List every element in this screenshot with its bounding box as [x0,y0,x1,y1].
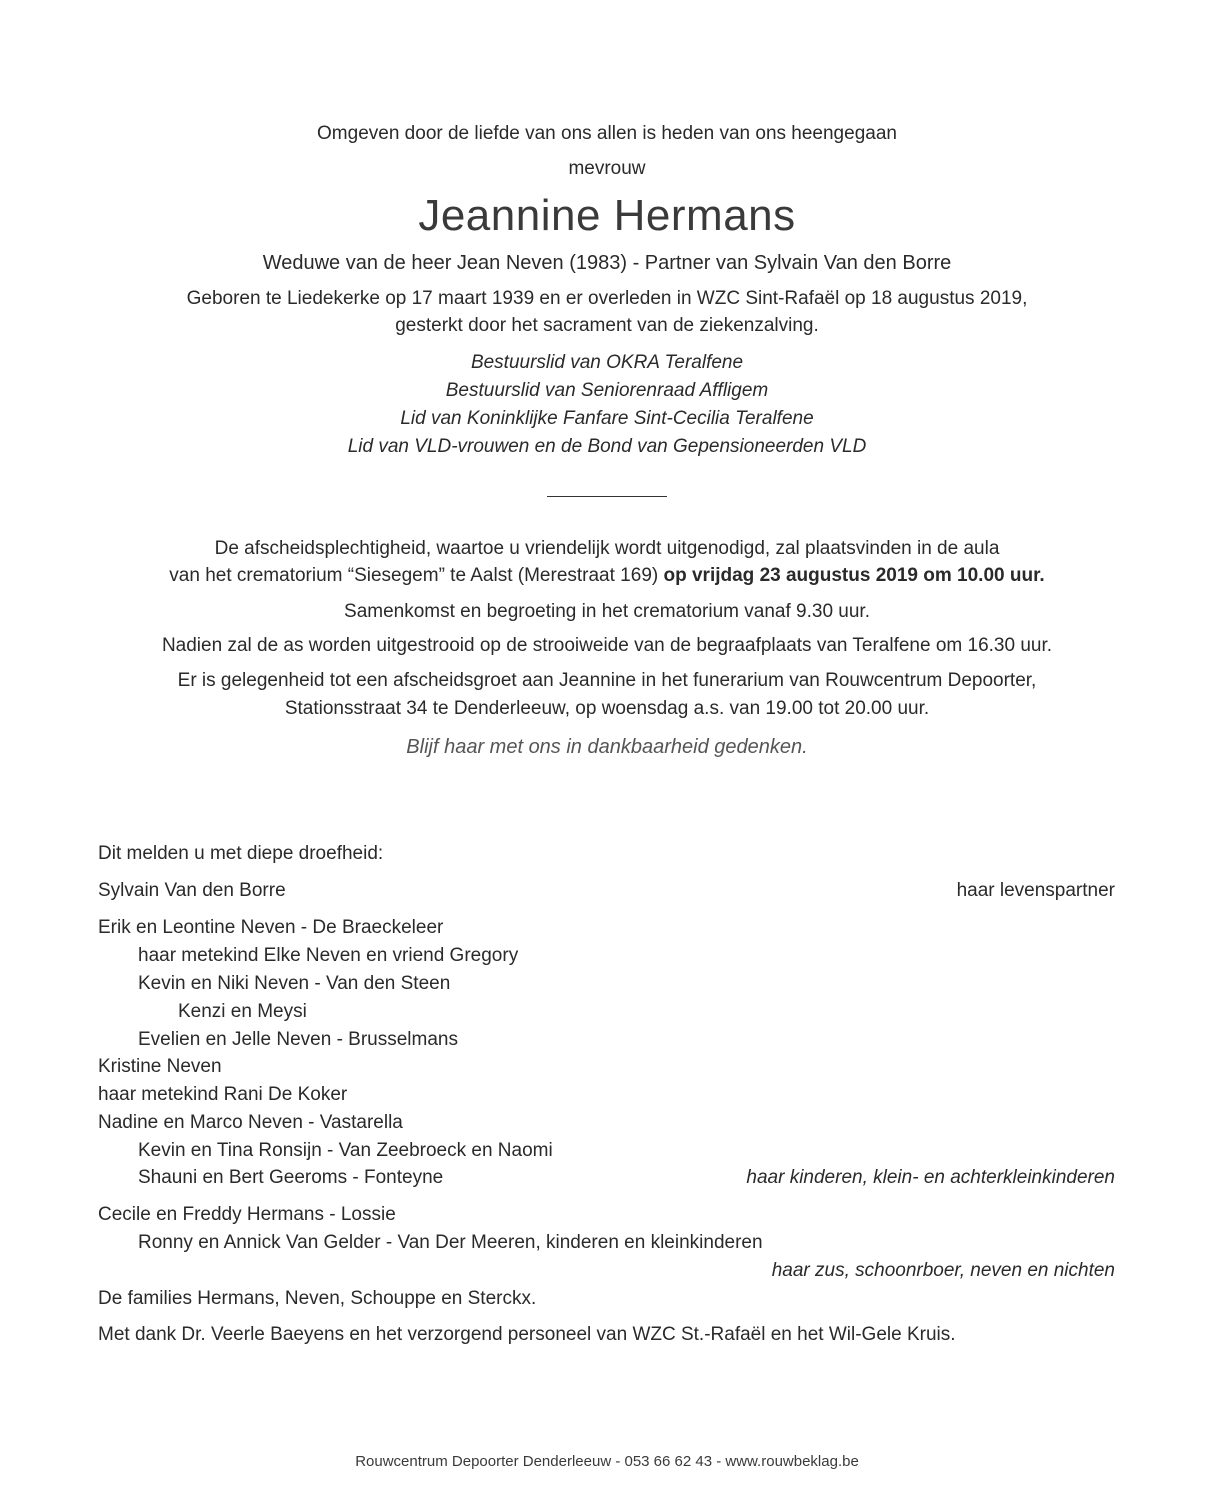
divider-line [547,496,667,497]
children-role: haar kinderen, klein- en achterkleinkinderen [746,1167,1115,1188]
membership-item: Bestuurslid van OKRA Teralfene [470,352,744,373]
relation-text: Weduwe van de heer Jean Neven (1983) - Partner van Sylvain Van den Borre [262,252,952,274]
sibling-member: Cecile en Freddy Hermans - Lossie [98,1204,396,1225]
sibling-member: Ronny en Annick Van Gelder - Van Der Meeren, kinderen en kleinkinderen [138,1232,763,1253]
birth-line-2: gesterkt door het sacrament van de ziekenzalving. [395,315,819,336]
gathering-text: Samenkomst en begroeting in het crematorium vanaf 9.30 uur. [344,601,870,622]
family-member: Erik en Leontine Neven - De Braeckeleer [98,917,444,938]
family-member: Kristine Neven [98,1056,222,1077]
family-member: Shauni en Bert Geeroms - Fonteyne [138,1167,444,1188]
families-text: De families Hermans, Neven, Schouppe en Sterckx. [98,1288,537,1309]
family-member: haar metekind Elke Neven en vriend Gregory [138,945,519,966]
announce-text: Dit melden u met diepe droefheid: [98,843,384,864]
family-member: Evelien en Jelle Neven - Brusselmans [138,1029,458,1050]
footer-contact: Rouwcentrum Depoorter Denderleeuw - 053 66 62 43 - www.rouwbeklag.be [355,1453,859,1470]
family-member: Kenzi en Meysi [178,1001,307,1022]
ceremony-line-2 [0,564,1214,588]
farewell-line-2: Stationsstraat 34 te Denderleeuw, op woensdag a.s. van 19.00 tot 20.00 uur. [284,698,930,719]
salutation: mevrouw [568,158,646,179]
ceremony-location: van het crematorium “Siesegem” te Aalst (Merestraat 169) [169,565,664,586]
intro-text: Omgeven door de liefde van ons allen is heden van ons heengegaan [317,123,897,144]
family-member: Kevin en Tina Ronsijn - Van Zeebroeck en Naomi [138,1140,553,1161]
partner-name: Sylvain Van den Borre [98,880,286,901]
deceased-name: Jeannine Hermans [418,191,796,240]
membership-item: Lid van Koninklijke Fanfare Sint-Cecilia Teralfene [400,408,814,429]
farewell-line-1: Er is gelegenheid tot een afscheidsgroet aan Jeannine in het funerarium van Rouwcentrum Depoorter, [177,670,1037,691]
family-member: Nadine en Marco Neven - Vastarella [98,1112,403,1133]
birth-line-1: Geboren te Liedekerke op 17 maart 1939 en er overleden in WZC Sint-Rafaël op 18 augustus 2019, [186,288,1028,309]
thanks-text: Met dank Dr. Veerle Baeyens en het verzorgend personeel van WZC St.-Rafaël en het Wil-Gele Kruis. [98,1324,956,1345]
ceremony-datetime: op vrijdag 23 augustus 2019 om 10.00 uur. [663,565,1045,586]
remember-text: Blijf haar met ons in dankbaarheid gedenken. [406,736,808,758]
family-member: Kevin en Niki Neven - Van den Steen [138,973,451,994]
partner-role: haar levenspartner [956,880,1115,901]
ceremony-line-1: De afscheidsplechtigheid, waartoe u vriendelijk wordt uitgenodigd, zal plaatsvinden in de aula [214,538,1000,559]
family-member: haar metekind Rani De Koker [98,1084,348,1105]
ashes-text: Nadien zal de as worden uitgestrooid op de strooiweide van de begraafplaats van Teralfene om 16.30 uur. [161,635,1053,656]
membership-item: Lid van VLD-vrouwen en de Bond van Gepensioneerden VLD [347,436,867,457]
sibling-role: haar zus, schoonrboer, neven en nichten [771,1260,1115,1281]
membership-item: Bestuurslid van Seniorenraad Affligem [445,380,769,401]
